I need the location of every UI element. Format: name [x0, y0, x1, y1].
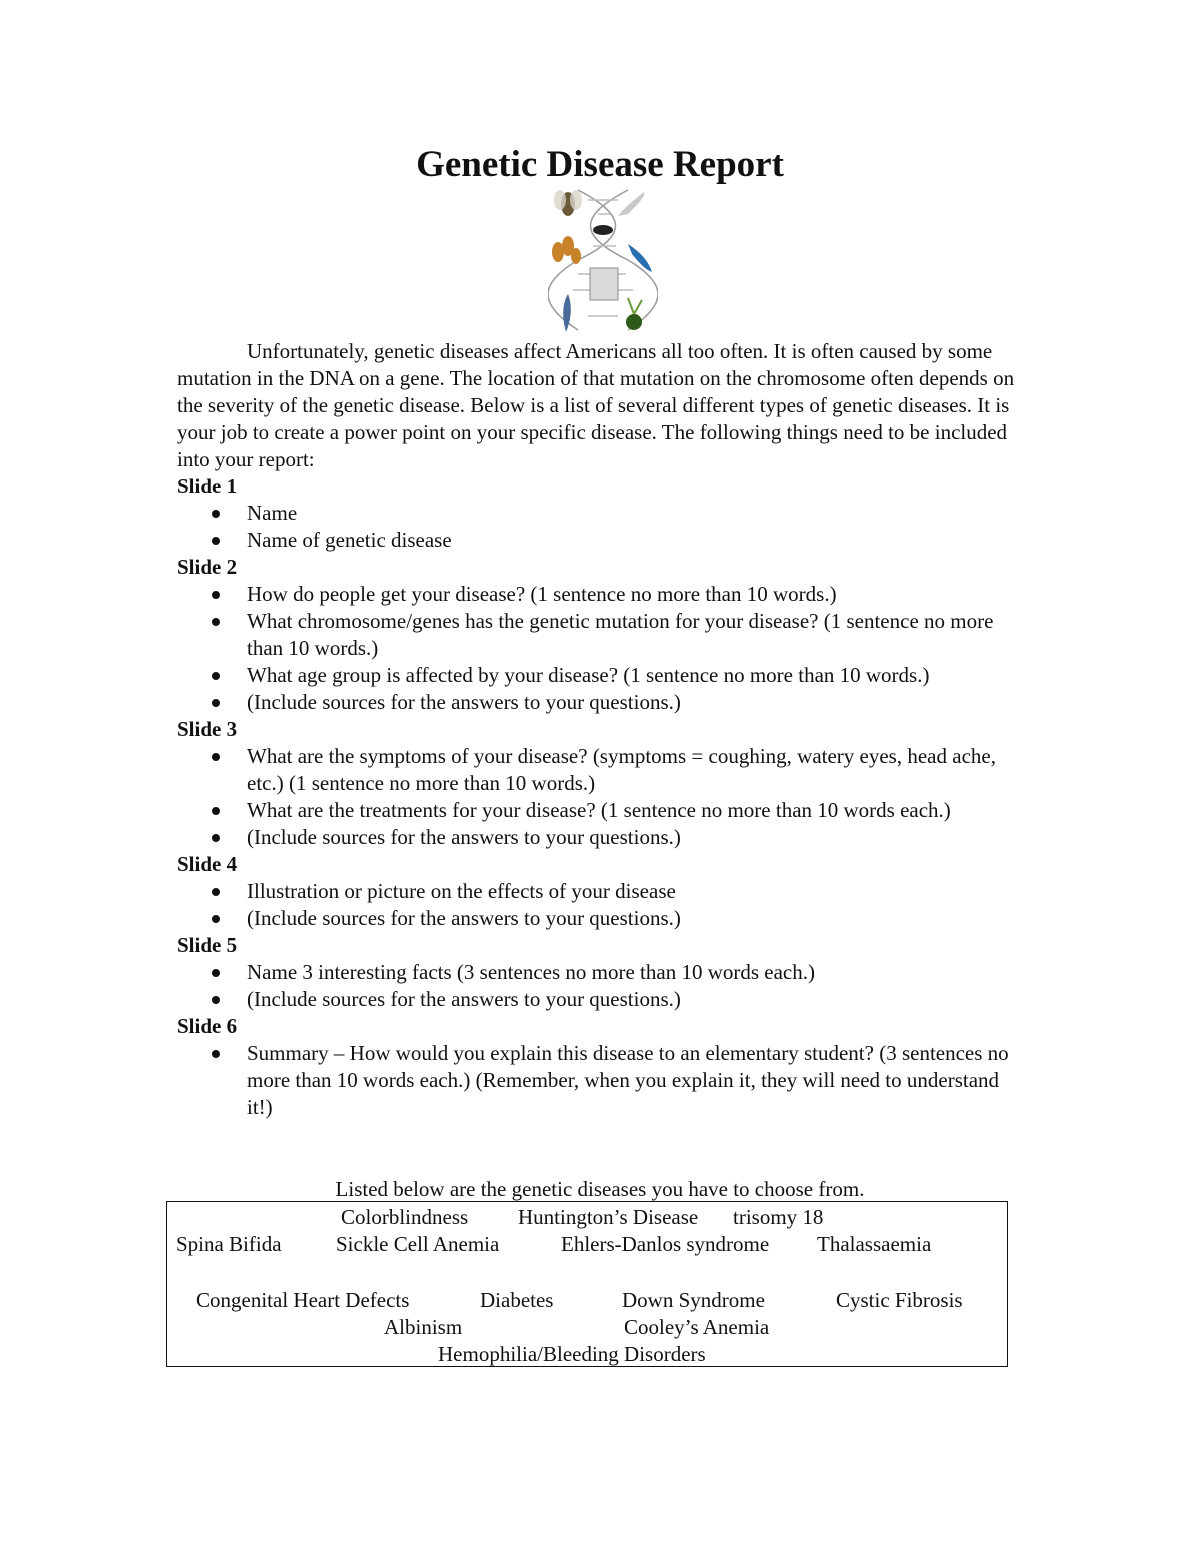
bullet-icon: [212, 699, 220, 707]
slide-section: [177, 473, 1027, 554]
bullet-item: What age group is affected by your disease? (1 sentence no more than 10 words.): [177, 662, 1027, 689]
bullet-icon: [212, 1050, 220, 1058]
bullet-item: What are the symptoms of your disease? (symptoms = coughing, watery eyes, head ache, etc.) (1 sentence no more than 10 words.): [177, 743, 1027, 797]
bullet-item: Illustration or picture on the effects of your disease: [177, 878, 1027, 905]
plant-icon: [626, 298, 642, 330]
bullet-icon: [212, 618, 220, 626]
bullet-item: Name: [177, 500, 1027, 527]
slide-section: [177, 932, 1027, 1013]
bullet-item: Name of genetic disease: [177, 527, 1027, 554]
bullet-item: (Include sources for the answers to your questions.): [177, 905, 1027, 932]
disease-item: Cystic Fibrosis: [836, 1288, 963, 1312]
yeast-icon: [552, 236, 581, 264]
disease-item: Thalassaemia: [817, 1232, 932, 1256]
slide-section: [177, 851, 1027, 932]
bullet-item: How do people get your disease? (1 sentence no more than 10 words.): [177, 581, 1027, 608]
slide-heading: Slide 6: [177, 1014, 238, 1038]
bullet-icon: [212, 591, 220, 599]
disease-item: Hemophilia/Bleeding Disorders: [438, 1342, 706, 1366]
bullet-icon: [212, 996, 220, 1004]
disease-list-box: [166, 1201, 1008, 1367]
disease-item: Huntington’s Disease: [518, 1205, 699, 1229]
bullet-item: (Include sources for the answers to your questions.): [177, 824, 1027, 851]
slide-heading: Slide 2: [177, 555, 238, 579]
fish-icon: [563, 294, 571, 332]
bullet-icon: [212, 834, 220, 842]
slide-heading: Slide 4: [177, 852, 238, 876]
slides-list: [177, 473, 1027, 1121]
bullet-icon: [212, 969, 220, 977]
disease-item: Sickle Cell Anemia: [336, 1232, 500, 1256]
intro-paragraph: Unfortunately, genetic diseases affect Americans all too often. It is often caused by some mutation in the DNA on a gene. The location of that mutation on the chromosome often depends on the severity of the genetic disease. Below is a list of several different types of genetic diseases. It is your job to create a power point on your specific disease. The following things need to be included into your report:: [177, 339, 1015, 471]
bullet-icon: [212, 888, 220, 896]
diseases-intro: Listed below are the genetic diseases you have to choose from.: [335, 1177, 865, 1201]
disease-item: trisomy 18: [733, 1205, 824, 1229]
bullet-item: (Include sources for the answers to your questions.): [177, 986, 1027, 1013]
bullet-icon: [212, 537, 220, 545]
slide-section: [177, 1013, 1027, 1121]
mouse-icon: [593, 225, 613, 235]
bullet-item: What chromosome/genes has the genetic mutation for your disease? (1 sentence no more than 10 words.): [177, 608, 1027, 662]
disease-item: Diabetes: [480, 1288, 554, 1312]
slide-heading: Slide 5: [177, 933, 238, 957]
disease-item: Spina Bifida: [176, 1232, 282, 1256]
human-figure-icon: [590, 268, 618, 300]
page-title: Genetic Disease Report: [416, 144, 784, 185]
bullet-item: Name 3 interesting facts (3 sentences no more than 10 words each.): [177, 959, 1027, 986]
disease-item: Colorblindness: [341, 1205, 469, 1229]
slide-heading: Slide 1: [177, 474, 238, 498]
bullet-icon: [212, 672, 220, 680]
fruit-fly-icon: [554, 190, 582, 216]
slide-section: [177, 554, 1027, 716]
bullet-item: (Include sources for the answers to your questions.): [177, 689, 1027, 716]
disease-item: Cooley’s Anemia: [624, 1315, 770, 1339]
slide-section: [177, 716, 1027, 851]
disease-item: Ehlers-Danlos syndrome: [561, 1232, 770, 1256]
disease-item: Down Syndrome: [622, 1288, 765, 1312]
disease-item: Congenital Heart Defects: [196, 1288, 410, 1312]
slide-heading: Slide 3: [177, 717, 238, 741]
bullet-icon: [212, 753, 220, 761]
nematode-icon: [618, 192, 644, 216]
dna-organisms-illustration: [548, 186, 658, 334]
bullet-icon: [212, 510, 220, 518]
bullet-item: What are the treatments for your disease? (1 sentence no more than 10 words each.): [177, 797, 1027, 824]
bullet-icon: [212, 807, 220, 815]
disease-item: Albinism: [384, 1315, 463, 1339]
bullet-icon: [212, 915, 220, 923]
bullet-item: Summary – How would you explain this disease to an elementary student? (3 sentences no more than 10 words each.) (Remember, when you explain it, they will need to understand it!): [177, 1040, 1027, 1121]
